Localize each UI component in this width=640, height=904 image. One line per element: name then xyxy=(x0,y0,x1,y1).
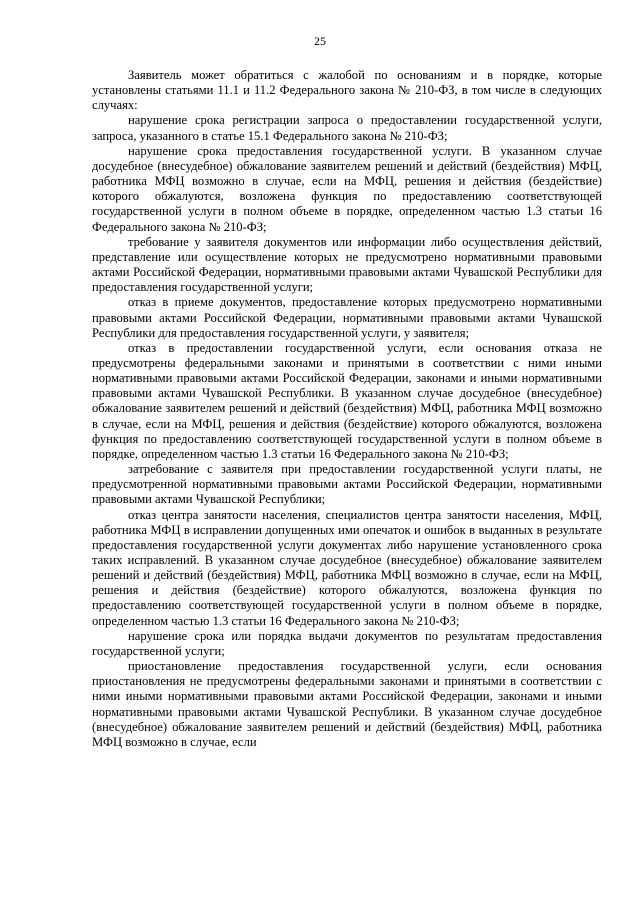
paragraph-service-refusal: отказ в предоставлении государственной услуги, если основания отказа не предусмотрены федеральными законами и принятыми в соответствии с ними иными нормативными правовыми актами Российской Федерации, законами и иными нормативными правовыми актами Чувашской Республики. В указанном случае досудебное (внесудебное) обжалование заявителем решений и действий (бездействия) МФЦ, работника МФЦ возможно в случае, если на МФЦ, решения и действия (бездействие) которого обжалуются, возложена функция по предоставлению соответствующей государственной услуги в полном объеме в порядке, определенном частью 1.3 статьи 16 Федерального закона № 210-ФЗ; xyxy=(92,340,602,461)
paragraph-issuance-violation: нарушение срока или порядка выдачи документов по результатам предоставления государственной услуги; xyxy=(92,628,602,658)
paragraph-registration-deadline: нарушение срока регистрации запроса о предоставлении государственной услуги, запроса, указанного в статье 15.1 Федерального закона № 210-ФЗ; xyxy=(92,113,602,143)
page-number: 25 xyxy=(314,34,326,48)
paragraph-document-demand: требование у заявителя документов или информации либо осуществления действий, представление или осуществление которых не предусмотрено нормативными правовыми актами Российской Федерации, нормативными правовыми актами Чувашской Республики для предоставления государственной услуги; xyxy=(92,234,602,295)
paragraph-acceptance-refusal: отказ в приеме документов, предоставление которых предусмотрено нормативными правовыми актами Российской Федерации, нормативными правовыми актами Чувашской Республики для предоставления государственной услуги, у заявителя; xyxy=(92,295,602,340)
paragraph-intro: Заявитель может обратиться с жалобой по основаниям и в порядке, которые установлены статьями 11.1 и 11.2 Федерального закона № 210-ФЗ, в том числе в следующих случаях: xyxy=(92,68,602,113)
paragraph-correction-refusal: отказ центра занятости населения, специалистов центра занятости населения, МФЦ, работника МФЦ в исправлении допущенных ими опечаток и ошибок в выданных в результате предоставления государственной услуги документах либо нарушение установленного срока таких исправлений. В указанном случае досудебное (внесудебное) обжалование заявителем решений и действий (бездействия) МФЦ, работника МФЦ возможно в случае, если на МФЦ, решения и действия (бездействие) которого обжалуются, возложена функция по предоставлению соответствующей государственной услуги в полном объеме в порядке, определенном частью 1.3 статьи 16 Федерального закона № 210-ФЗ; xyxy=(92,507,602,628)
paragraph-fee-demand: затребование с заявителя при предоставлении государственной услуги платы, не предусмотренной нормативными правовыми актами Российской Федерации, нормативными правовыми актами Чувашской Республики; xyxy=(92,462,602,507)
paragraph-service-deadline: нарушение срока предоставления государственной услуги. В указанном случае досудебное (внесудебное) обжалование заявителем решений и действий (бездействия) МФЦ, работника МФЦ возможно в случае, если на МФЦ, решения и действия (бездействие) которого обжалуются, возложена функция по предоставлению соответствующей государственной услуги в полном объеме в порядке, определенном частью 1.3 статьи 16 Федерального закона № 210-ФЗ; xyxy=(92,143,602,234)
paragraph-suspension: приостановление предоставления государственной услуги, если основания приостановления не предусмотрены федеральными законами и принятыми в соответствии с ними иными нормативными правовыми актами Российской Федерации, законами и иными нормативными правовыми актами Чувашской Республики. В указанном случае досудебное (внесудебное) обжалование заявителем решений и действий (бездействия) МФЦ, работника МФЦ возможно в случае, если xyxy=(92,659,602,749)
document-body xyxy=(92,68,602,750)
